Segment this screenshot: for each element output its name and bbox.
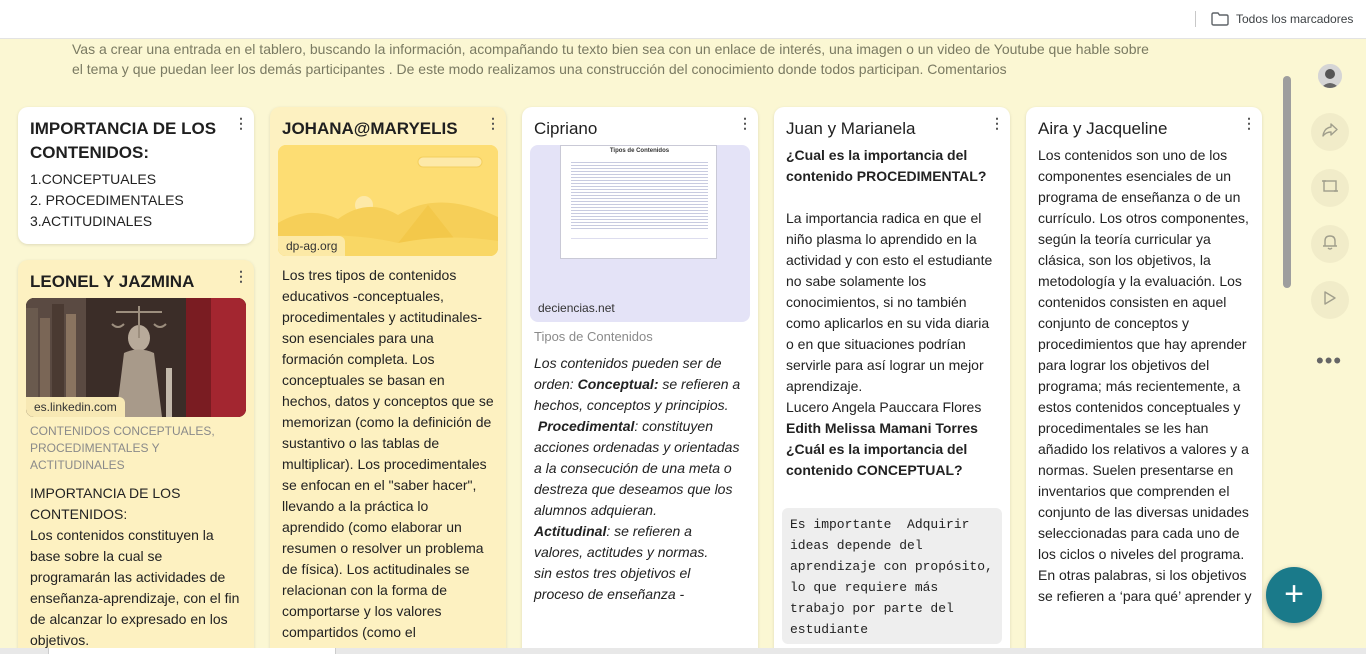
kebab-icon[interactable]: ⋮ xyxy=(738,115,752,131)
post-list-item: 2. PROCEDIMENTALES xyxy=(30,192,184,208)
post-title: Aira y Jacqueline xyxy=(1038,119,1168,138)
code-block: Es importante Adquirir ideas depende del aprendizaje con propósito, lo que requiere más trabajo por parte del estudiante xyxy=(782,508,1002,644)
author-name-bold: Edith Melissa Mamani Torres xyxy=(786,420,978,436)
folder-icon xyxy=(1211,12,1229,26)
document-thumbnail xyxy=(560,145,717,259)
post-juan-marianela[interactable] xyxy=(774,107,1010,654)
all-bookmarks-button[interactable] xyxy=(1211,9,1353,29)
attachment-caption: CONTENIDOS CONCEPTUALES, PROCEDIMENTALES Y ACTITUDINALES xyxy=(30,424,215,472)
post-title: Juan y Marianela xyxy=(786,119,916,138)
post-title: JOHANA@MARYELIS xyxy=(282,119,458,138)
attachment-preview[interactable] xyxy=(278,145,498,256)
notifications-button[interactable] xyxy=(1311,225,1349,263)
kebab-icon[interactable]: ⋮ xyxy=(234,115,248,131)
paragraph-procedimental: Procedimental: constituyen acciones ordenadas y orientadas a la consecución de una meta o destreza que deseamos que los alumnos adquieran. xyxy=(534,418,740,518)
plus-icon: + xyxy=(1284,575,1304,613)
more-icon[interactable]: ••• xyxy=(1316,348,1343,373)
post-title: IMPORTANCIA DE LOS CONTENIDOS: xyxy=(30,119,217,162)
avatar[interactable] xyxy=(1318,64,1342,88)
bell-icon xyxy=(1323,234,1337,255)
bookmarks-bar xyxy=(0,0,1366,39)
post-aira-jacqueline[interactable] xyxy=(1026,107,1262,654)
kebab-icon[interactable]: ⋮ xyxy=(1242,115,1256,131)
post-body: Los tres tipos de contenidos educativos -conceptuales, procedimentales y actitudinales- son esenciales para una formación completa. Los conceptuales se basan en hechos, datos y conceptos que se memorizan (como la definición de sustantivo o las tablas de multiplicar). Los procedimentales se enfocan en el "saber hacer", llevando a la práctica lo aprendido (como elaborar un resumen o resolver un problema de física). Los actitudinales se relacionan con la forma de comportarse y los valores compartidos (como el xyxy=(282,267,494,640)
attachment-domain: dp-ag.org xyxy=(278,236,345,256)
thumbnail-title: Tipos de Contenidos xyxy=(609,148,670,154)
post-body: Los contenidos constituyen la base sobre la cual se programarán las actividades de enseñanza-aprendizaje, con el fin de alcanzar lo expresado en los objetivos. xyxy=(30,527,240,648)
post-johana-maryelis[interactable] xyxy=(270,107,506,654)
kebab-icon[interactable]: ⋮ xyxy=(990,115,1004,131)
post-body-heading: IMPORTANCIA DE LOS CONTENIDOS: xyxy=(30,485,181,522)
padlet-board xyxy=(0,39,1294,654)
post-body xyxy=(534,353,742,605)
post-importancia[interactable] xyxy=(18,107,254,244)
question-conceptual: ¿Cuál es la importancia del contenido CONCEPTUAL? xyxy=(786,441,968,478)
share-icon xyxy=(1322,123,1338,142)
board-scrollbar-thumb[interactable] xyxy=(1283,76,1291,288)
post-title: LEONEL Y JAZMINA xyxy=(30,272,195,291)
slideshow-icon xyxy=(1322,179,1338,198)
attachment-preview[interactable] xyxy=(26,298,246,417)
bookmarks-separator xyxy=(1195,11,1196,27)
answer-procedimental: La importancia radica en que el niño plasma lo aprendido en la actividad y con esto el estudiante no sabe solamente los conocimientos, si no también como aplicarlos en su vida diaria o en que situaciones podrían servirle para así lograr un mejor aprendizaje. xyxy=(786,210,993,394)
attachment-domain: deciencias.net xyxy=(530,298,623,318)
paragraph-intro: Los contenidos pueden ser de orden: Conceptual: se refieren a hechos, conceptos y principios. xyxy=(534,355,741,413)
action-rail xyxy=(1294,39,1366,654)
post-leonel-jazmina[interactable] xyxy=(18,260,254,654)
play-icon xyxy=(1324,291,1336,310)
add-post-button[interactable] xyxy=(1266,567,1322,623)
post-list-item: 1.CONCEPTUALES xyxy=(30,171,157,187)
kebab-icon[interactable]: ⋮ xyxy=(234,268,248,284)
author-name: Lucero Angela Pauccara Flores xyxy=(786,399,982,415)
attachment-caption: Tipos de Contenidos xyxy=(534,329,653,344)
post-body: Los contenidos son uno de los componentes esenciales de un programa de enseñanza o de un currículo. Los otros componentes, según la teoría curricular ya clásica, son los objetivos, la metodología y la evaluación. Los contenidos consisten en aquel conjunto de conceptos y procedimientos que hay aprender para lograr los objetivos del programa; más recientemente, a estos contenidos conceptuales y procedimentales se les han añadido los relativos a valores y a normas. Suelen presentarse en inventarios que comprenden el conjunto de las diversas unidades seleccionadas para cada uno de los ciclos o niveles del programa. En otras palabras, si los objetivos se refieren a ‘para qué’ aprender y xyxy=(1038,147,1252,604)
kebab-icon[interactable]: ⋮ xyxy=(486,115,500,131)
share-button[interactable] xyxy=(1311,113,1349,151)
post-list-item: 3.ACTITUDINALES xyxy=(30,213,153,229)
board-description: Vas a crear una entrada en el tablero, buscando la información, acompañando tu texto bien sea con un enlace de interés, una imagen o un video de Youtube que hable sobre el tema y que puedan leer los demás participantes . De este modo realizamos una construcción del conocimiento donde todos participan. Comentarios xyxy=(72,41,1149,77)
thumbnail-lines xyxy=(571,160,708,230)
play-button[interactable] xyxy=(1311,281,1349,319)
paragraph-actitudinal: Actitudinal: se refieren a valores, actitudes y normas. xyxy=(534,523,709,560)
post-title: Cipriano xyxy=(534,119,598,138)
attachment-preview[interactable] xyxy=(530,145,750,322)
all-bookmarks-label: Todos los marcadores xyxy=(1236,12,1354,26)
slideshow-button[interactable] xyxy=(1311,169,1349,207)
thumbnail-footer xyxy=(571,238,708,252)
paragraph-closing: sin estos tres objetivos el proceso de enseñanza - xyxy=(534,565,691,602)
attachment-domain: es.linkedin.com xyxy=(26,397,125,417)
post-cipriano[interactable] xyxy=(522,107,758,654)
taskbar-item[interactable] xyxy=(48,648,336,654)
question-procedimental: ¿Cual es la importancia del contenido PROCEDIMENTAL? xyxy=(786,147,987,184)
